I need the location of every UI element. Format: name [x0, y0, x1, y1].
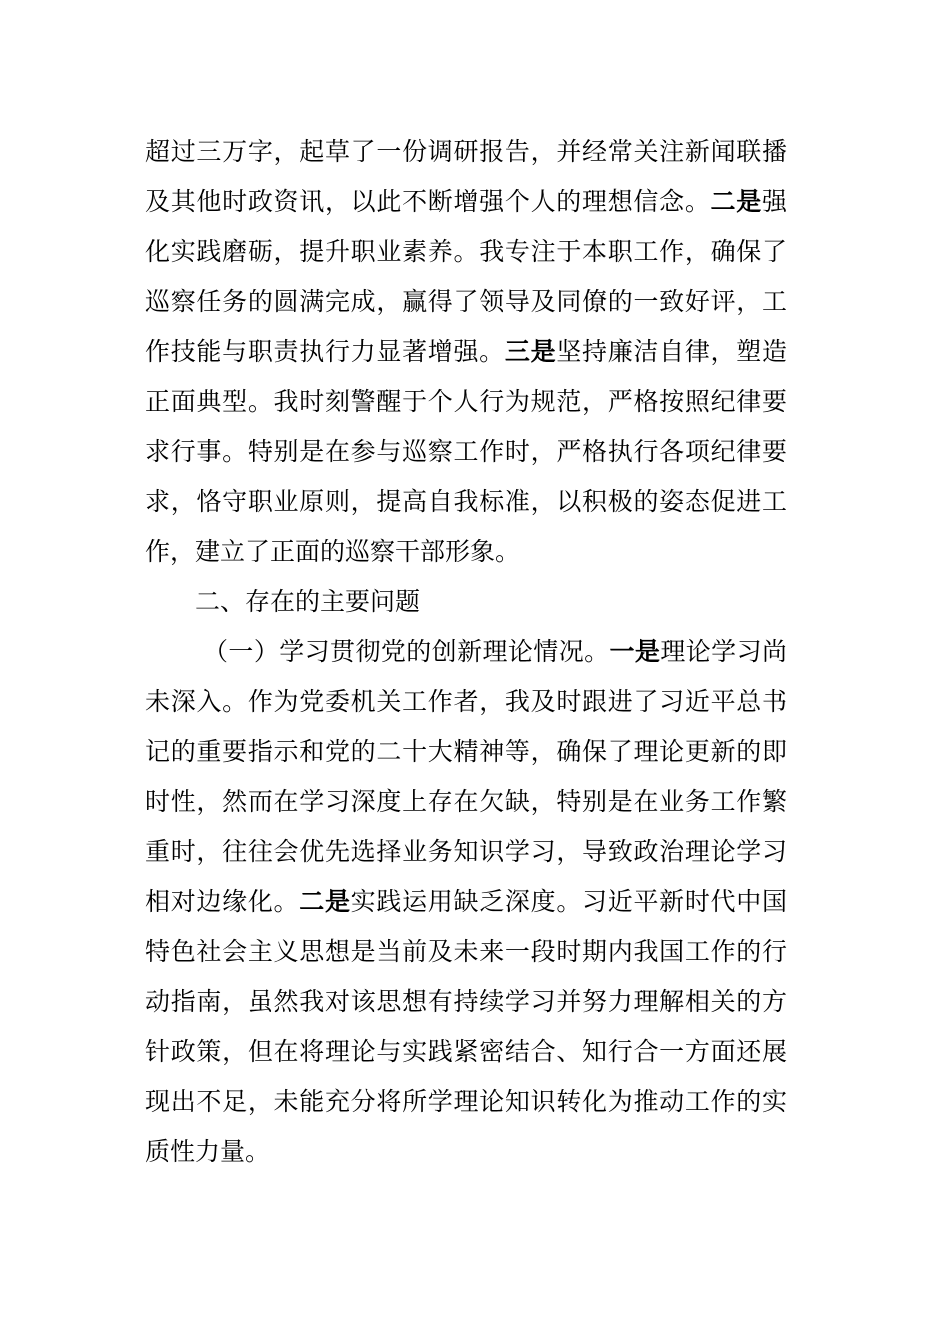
text-line: 未深入。作为党委机关工作者，我及时跟进了习近平总书	[145, 687, 787, 716]
bold-marker: 三是	[504, 337, 557, 366]
text-line: 及其他时政资讯，以此不断增强个人的理想信念。二是强	[145, 187, 787, 216]
section-heading: 二、存在的主要问题	[195, 587, 421, 616]
text-line: 求，恪守职业原则，提高自我标准，以积极的姿态促进工	[145, 487, 787, 516]
text-line: 正面典型。我时刻警醒于个人行为规范，严格按照纪律要	[145, 387, 787, 416]
text-line: 相对边缘化。二是实践运用缺乏深度。习近平新时代中国	[145, 887, 787, 916]
text-line: 作，建立了正面的巡察干部形象。	[145, 537, 521, 566]
text-line: 质性力量。	[145, 1137, 271, 1166]
text-line: 时性，然而在学习深度上存在欠缺，特别是在业务工作繁	[145, 787, 787, 816]
text-line: 针政策，但在将理论与实践紧密结合、知行合一方面还展	[145, 1037, 787, 1066]
text-line: （一）学习贯彻党的创新理论情况。一是理论学习尚	[203, 637, 787, 666]
bold-marker: 一是	[609, 637, 661, 666]
text-line: 超过三万字，起草了一份调研报告，并经常关注新闻联播	[145, 137, 787, 166]
text-line: 重时，往往会优先选择业务知识学习，导致政治理论学习	[145, 837, 787, 866]
text-line: 记的重要指示和党的二十大精神等，确保了理论更新的即	[145, 737, 787, 766]
text-line: 作技能与职责执行力显著增强。三是坚持廉洁自律，塑造	[145, 337, 787, 366]
bold-marker: 二是	[710, 187, 762, 216]
text-line: 巡察任务的圆满完成，赢得了领导及同僚的一致好评，工	[145, 287, 787, 316]
text-line: 化实践磨砺，提升职业素养。我专注于本职工作，确保了	[145, 237, 787, 266]
text-line: 特色社会主义思想是当前及未来一段时期内我国工作的行	[145, 937, 787, 966]
body-text	[145, 127, 787, 1177]
bold-marker: 二是	[299, 887, 351, 916]
text-line: 动指南，虽然我对该思想有持续学习并努力理解相关的方	[145, 987, 787, 1016]
text-line: 现出不足，未能充分将所学理论知识转化为推动工作的实	[145, 1087, 787, 1116]
text-line: 求行事。特别是在参与巡察工作时，严格执行各项纪律要	[145, 437, 787, 466]
